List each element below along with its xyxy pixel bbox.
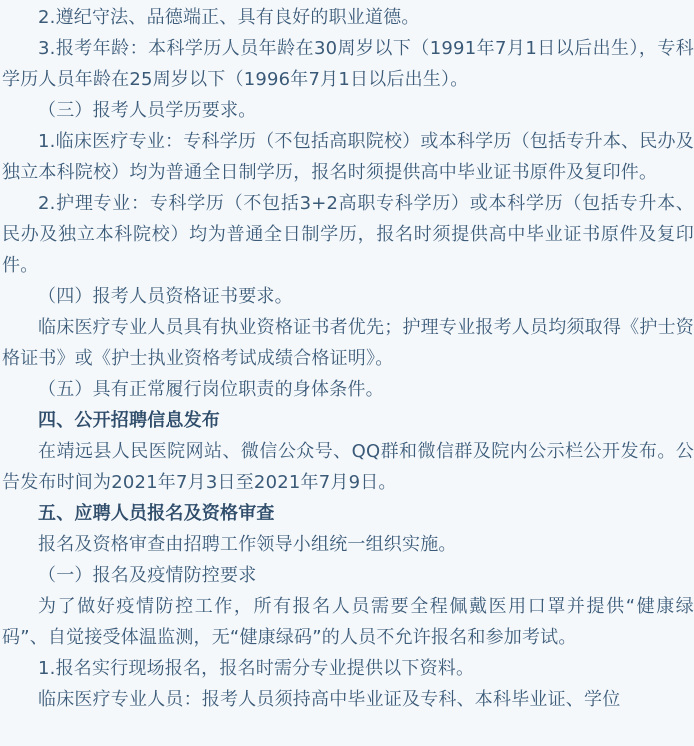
paragraph-announcement-channels: 在靖远县人民医院网站、微信公众号、QQ群和微信群及院内公示栏公开发布。公告发布时间为2021年7月3日至2021年7月9日。: [2, 441, 694, 493]
paragraph-health-condition: （五）具有正常履行岗位职责的身体条件。: [38, 379, 384, 400]
paragraph-registration-organizer: 报名及资格审查由招聘工作领导小组统一组织实施。: [38, 534, 457, 555]
paragraph-conduct: 2.遵纪守法、品德端正、具有良好的职业道德。: [38, 7, 420, 28]
paragraph-clinical-documents: 临床医疗专业人员：报考人员须持高中毕业证及专科、本科毕业证、学位: [38, 689, 621, 710]
paragraph-epidemic-requirement: 为了做好疫情防控工作，所有报名人员需要全程佩戴医用口罩并提供“健康绿码”、自觉接受体温监测，无“健康绿码”的人员不允许报名和参加考试。: [2, 596, 694, 648]
paragraph-epidemic-subheading: （一）报名及疫情防控要求: [38, 565, 257, 586]
paragraph-onsite-registration: 1.报名实行现场报名，报名时需分专业提供以下资料。: [38, 658, 475, 679]
paragraph-education-subheading: （三）报考人员学历要求。: [38, 100, 257, 121]
paragraph-nursing-education: 2.护理专业：专科学历（不包括3+2高职专科学历）或本科学历（包括专升本、民办及独立本科院校）均为普通全日制学历，报名时须提供高中毕业证书原件及复印件。: [2, 193, 694, 276]
paragraph-clinical-education: 1.临床医疗专业：专科学历（不包括高职院校）或本科学历（包括专升本、民办及独立本科院校）均为普通全日制学历，报名时须提供高中毕业证书原件及复印件。: [2, 131, 694, 183]
paragraph-age-requirement: 3.报考年龄：本科学历人员年龄在30周岁以下（1991年7月1日以后出生），专科学历人员年龄在25周岁以下（1996年7月1日以后出生）。: [2, 38, 694, 90]
section-heading-announcement: 四、公开招聘信息发布: [38, 410, 220, 431]
paragraph-certificate-requirement: 临床医疗专业人员具有执业资格证书者优先；护理专业报考人员均须取得《护士资格证书》或《护士执业资格考试成绩合格证明》。: [2, 317, 694, 369]
section-heading-registration: 五、应聘人员报名及资格审查: [38, 503, 275, 524]
paragraph-certificate-subheading: （四）报考人员资格证书要求。: [38, 286, 293, 307]
